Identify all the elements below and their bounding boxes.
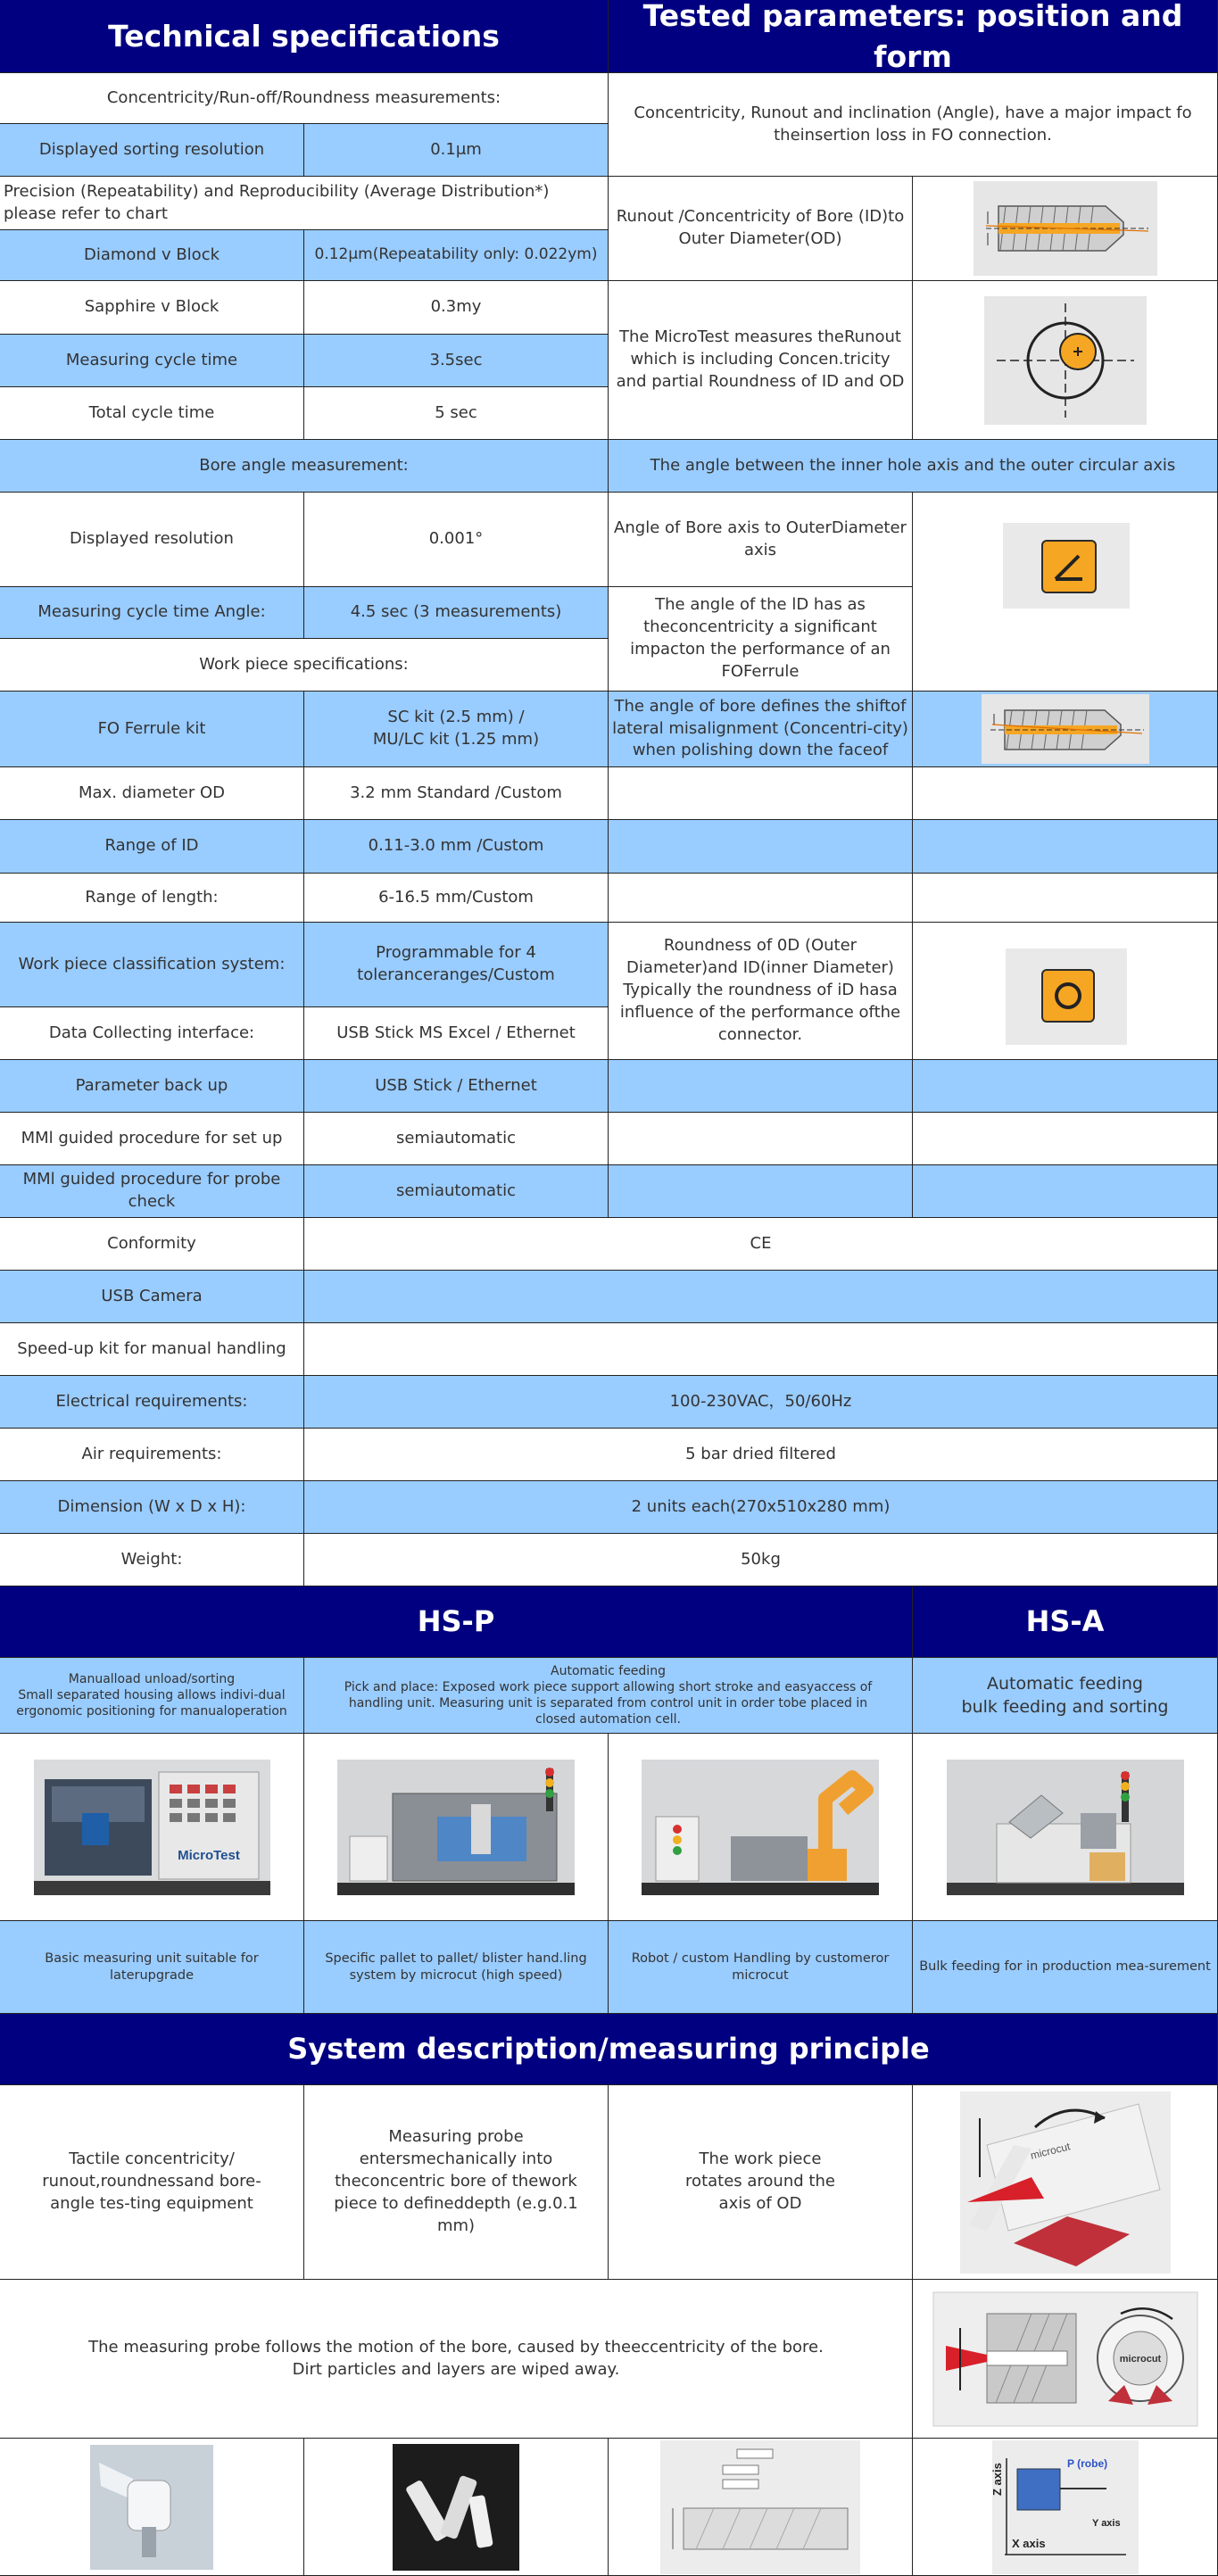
ferrule-value-line1: SC kit (2.5 mm) /: [387, 708, 525, 727]
sapphire-label: Sapphire v Block: [0, 281, 304, 335]
manual-desc-line2: Small separated housing allows indivi-dual ergonomic positioning for manualoperation: [16, 1687, 287, 1719]
ferrule-photo: [393, 2444, 519, 2571]
empty-cell: [913, 1113, 1218, 1165]
rotation-microcut-label: microcut: [1028, 2139, 1072, 2162]
pallet-machine-cell: [304, 1734, 609, 1921]
robot-machine-cell: [609, 1734, 913, 1921]
angle-symbol-cell: [913, 493, 1218, 692]
technical-specs-heading: Technical specifications: [0, 0, 609, 73]
usb-camera-value: [304, 1271, 1218, 1323]
microtest-logo: MicroTest: [177, 1847, 240, 1863]
weight-value: 50kg: [304, 1534, 1218, 1586]
empty-cell: [609, 1060, 913, 1113]
sorting-resolution-label: Displayed sorting resolution: [0, 124, 304, 177]
manual-machine-image: [34, 1760, 270, 1895]
concentricity-heading: Concentricity/Run-off/Roundness measurements:: [0, 73, 609, 124]
angle-shift-diagram-cell: [913, 692, 1218, 767]
speedup-label: Speed-up kit for manual handling: [0, 1323, 304, 1376]
axis-diagram: [992, 2440, 1139, 2574]
hs-a-heading: HS-A: [913, 1586, 1218, 1658]
speedup-value: [304, 1323, 1218, 1376]
drawing-cell: [609, 2439, 913, 2576]
range-id-value: 0.11-3.0 mm /Custom: [304, 820, 609, 874]
hs-p-heading: HS-P: [0, 1586, 913, 1658]
classification-label: Work piece classification system:: [0, 923, 304, 1007]
angle-cycle-label: Measuring cycle time Angle:: [0, 587, 304, 639]
ferrule-label: FO Ferrule kit: [0, 692, 304, 767]
backup-value: USB Stick / Ethernet: [304, 1060, 609, 1113]
x-axis-label: X axis: [1011, 2536, 1046, 2550]
weight-label: Weight:: [0, 1534, 304, 1586]
bore-angle-heading: Bore angle measurement:: [0, 440, 609, 493]
angle-definition: The angle between the inner hole axis and the outer circular axis: [609, 440, 1218, 493]
electrical-value: 100-230VAC，50/60Hz: [304, 1376, 1218, 1429]
max-od-value: 3.2 mm Standard /Custom: [304, 767, 609, 820]
empty-cell: [913, 820, 1218, 874]
air-label: Air requirements:: [0, 1429, 304, 1481]
data-interface-label: Data Collecting interface:: [0, 1007, 304, 1060]
concentricity-diagram: [984, 296, 1147, 425]
caption-basic: Basic measuring unit suitable for laterupgrade: [0, 1921, 304, 2014]
ferrule-angle-diagram: [982, 694, 1149, 764]
tactile-text: Tactile concentricity/ runout,roundnessand bore-angle tes-ting equipment: [0, 2085, 304, 2280]
probe-diagram-cell: [913, 2280, 1218, 2439]
data-interface-value: USB Stick MS Excel / Ethernet: [304, 1007, 609, 1060]
roundness-symbol-icon: [1041, 969, 1095, 1023]
conformity-value: CE: [304, 1218, 1218, 1271]
concentricity-symbol-cell: [913, 281, 1218, 440]
total-cycle-value: 5 sec: [304, 387, 609, 440]
classification-value: Programmable for 4 toleranceranges/Custom: [304, 923, 609, 1007]
ferrule-photo-cell: [304, 2439, 609, 2576]
runout-text: Runout /Concentricity of Bore (ID)to Outer Diameter(OD): [609, 177, 913, 281]
tested-intro: Concentricity, Runout and inclination (Angle), have a major impact fo theinsertion loss in FO connection.: [609, 73, 1218, 177]
rotation-diagram-cell: [913, 2085, 1218, 2280]
dimension-label: Dimension (W x D x H):: [0, 1481, 304, 1534]
rotation-diagram: [960, 2091, 1171, 2274]
caption-robot: Robot / custom Handling by customeror microcut: [609, 1921, 913, 2014]
z-axis-label: Z axis: [990, 2462, 1004, 2496]
cycle-label: Measuring cycle time: [0, 335, 304, 387]
displayed-resolution-value: 0.001°: [304, 493, 609, 587]
runout-diagram-cell: [913, 177, 1218, 281]
hsa-desc-line1: Automatic feeding: [987, 1673, 1143, 1694]
axis-diagram-cell: [913, 2439, 1218, 2576]
max-od-label: Max. diameter OD: [0, 767, 304, 820]
rotates-line2: rotates around the: [685, 2172, 835, 2191]
rotates-line3: axis of OD: [718, 2193, 802, 2213]
mml-probe-value: semiautomatic: [304, 1165, 609, 1218]
dimension-value: 2 units each(270x510x280 mm): [304, 1481, 1218, 1534]
probe-follows-text: [0, 2280, 913, 2439]
empty-cell: [913, 874, 1218, 923]
manual-machine-cell: [0, 1734, 304, 1921]
backup-label: Parameter back up: [0, 1060, 304, 1113]
empty-cell: [609, 1165, 913, 1218]
angle-cycle-value: 4.5 sec (3 measurements): [304, 587, 609, 639]
bulk-machine-image: [947, 1760, 1184, 1895]
angle-symbol-icon: [1041, 540, 1097, 593]
rotates-line1: The work piece: [699, 2149, 822, 2169]
empty-cell: [609, 767, 913, 820]
range-length-label: Range of length:: [0, 874, 304, 923]
empty-cell: [913, 1165, 1218, 1218]
y-axis-label: Y axis: [1091, 2517, 1121, 2529]
sorting-resolution-value: 0.1μm: [304, 124, 609, 177]
range-length-value: 6-16.5 mm/Custom: [304, 874, 609, 923]
caption-bulk: Bulk feeding for in production mea-surement: [913, 1921, 1218, 2014]
usb-camera-label: USB Camera: [0, 1271, 304, 1323]
probe-follows-line2: Dirt particles and layers are wiped away.: [292, 2359, 620, 2379]
technical-drawing: [660, 2440, 860, 2574]
empty-cell: [609, 874, 913, 923]
microtest-text: The MicroTest measures theRunout which is including Concen.tricity and partial Roundness of ID and OD: [609, 281, 913, 440]
pallet-machine-image: [337, 1760, 575, 1895]
empty-cell: [609, 820, 913, 874]
empty-cell: [609, 1113, 913, 1165]
air-value: 5 bar dried filtered: [304, 1429, 1218, 1481]
roundness-symbol-cell: [913, 923, 1218, 1060]
hs-a-description: [913, 1658, 1218, 1734]
sapphire-value: 0.3my: [304, 281, 609, 335]
auto-desc: Pick and place: Exposed work piece support allowing short stroke and easyaccess of handling unit. Measuring unit is separated from control unit in order tobe placed in closed automation cell.: [344, 1679, 873, 1727]
mml-probe-label: MMl guided procedure for probe check: [0, 1165, 304, 1218]
probe-follows-line1: The measuring probe follows the motion of the bore, caused by theeccentricity of the bore.: [88, 2337, 824, 2357]
workpiece-heading: Work piece specifications:: [0, 639, 609, 692]
angle-shift-text: The angle of bore defines the shiftof lateral misalignment (Concentri-city) when polishing down the faceof: [609, 692, 913, 767]
probe-cross-section-diagram: [933, 2292, 1197, 2426]
probe-enters-text: Measuring probe entersmechanically into theconcentric bore of thework piece to defineddepth (e.g.0.1 mm): [304, 2085, 609, 2280]
tested-parameters-heading: Tested parameters: position and form: [609, 0, 1218, 73]
probe-axis-label: P (robe): [1066, 2456, 1107, 2470]
hsa-desc-line2: bulk feeding and sorting: [961, 1697, 1169, 1717]
mml-setup-value: semiautomatic: [304, 1113, 609, 1165]
robot-machine-image: [642, 1760, 879, 1895]
probe-microcut-label: microcut: [1119, 2353, 1161, 2365]
diamond-value: 0.12μm(Repeatability only: 0.022ym): [304, 230, 609, 281]
displayed-resolution-label: Displayed resolution: [0, 493, 304, 587]
manual-desc-line1: Manualload unload/sorting: [68, 1671, 236, 1686]
ferrule-value: [304, 692, 609, 767]
diamond-label: Diamond v Block: [0, 230, 304, 281]
ferrule-value-line2: MU/LC kit (1.25 mm): [372, 730, 540, 749]
caption-pallet: Specific pallet to pallet/ blister hand.ling system by microcut (high speed): [304, 1921, 609, 2014]
rotates-text: [609, 2085, 913, 2280]
automatic-feeding-description: [304, 1658, 913, 1734]
manual-description: [0, 1658, 304, 1734]
system-description-heading: System description/measuring principle: [0, 2014, 1218, 2085]
precision-note: Precision (Repeatability) and Reproducibility (Average Distribution*) please refer to chart: [0, 177, 609, 230]
electrical-label: Electrical requirements:: [0, 1376, 304, 1429]
angle-id-text: The angle of the lD has as theconcentricity a significant impacton the performance of an FOFerrule: [609, 587, 913, 692]
conformity-label: Conformity: [0, 1218, 304, 1271]
ferrule-runout-diagram: [974, 181, 1157, 276]
total-cycle-label: Total cycle time: [0, 387, 304, 440]
cycle-value: 3.5sec: [304, 335, 609, 387]
range-id-label: Range of ID: [0, 820, 304, 874]
mml-setup-label: MMl guided procedure for set up: [0, 1113, 304, 1165]
roundness-text: Roundness of 0D (Outer Diameter)and ID(inner Diameter) Typically the roundness of iD hasa influence of the performance ofthe connector.: [609, 923, 913, 1060]
empty-cell: [913, 767, 1218, 820]
auto-title: Automatic feeding: [551, 1663, 666, 1678]
angle-bore-text: Angle of Bore axis to OuterDiameter axis: [609, 493, 913, 587]
probe-photo-cell: [0, 2439, 304, 2576]
bulk-machine-cell: [913, 1734, 1218, 1921]
empty-cell: [913, 1060, 1218, 1113]
probe-photo: [90, 2445, 213, 2570]
